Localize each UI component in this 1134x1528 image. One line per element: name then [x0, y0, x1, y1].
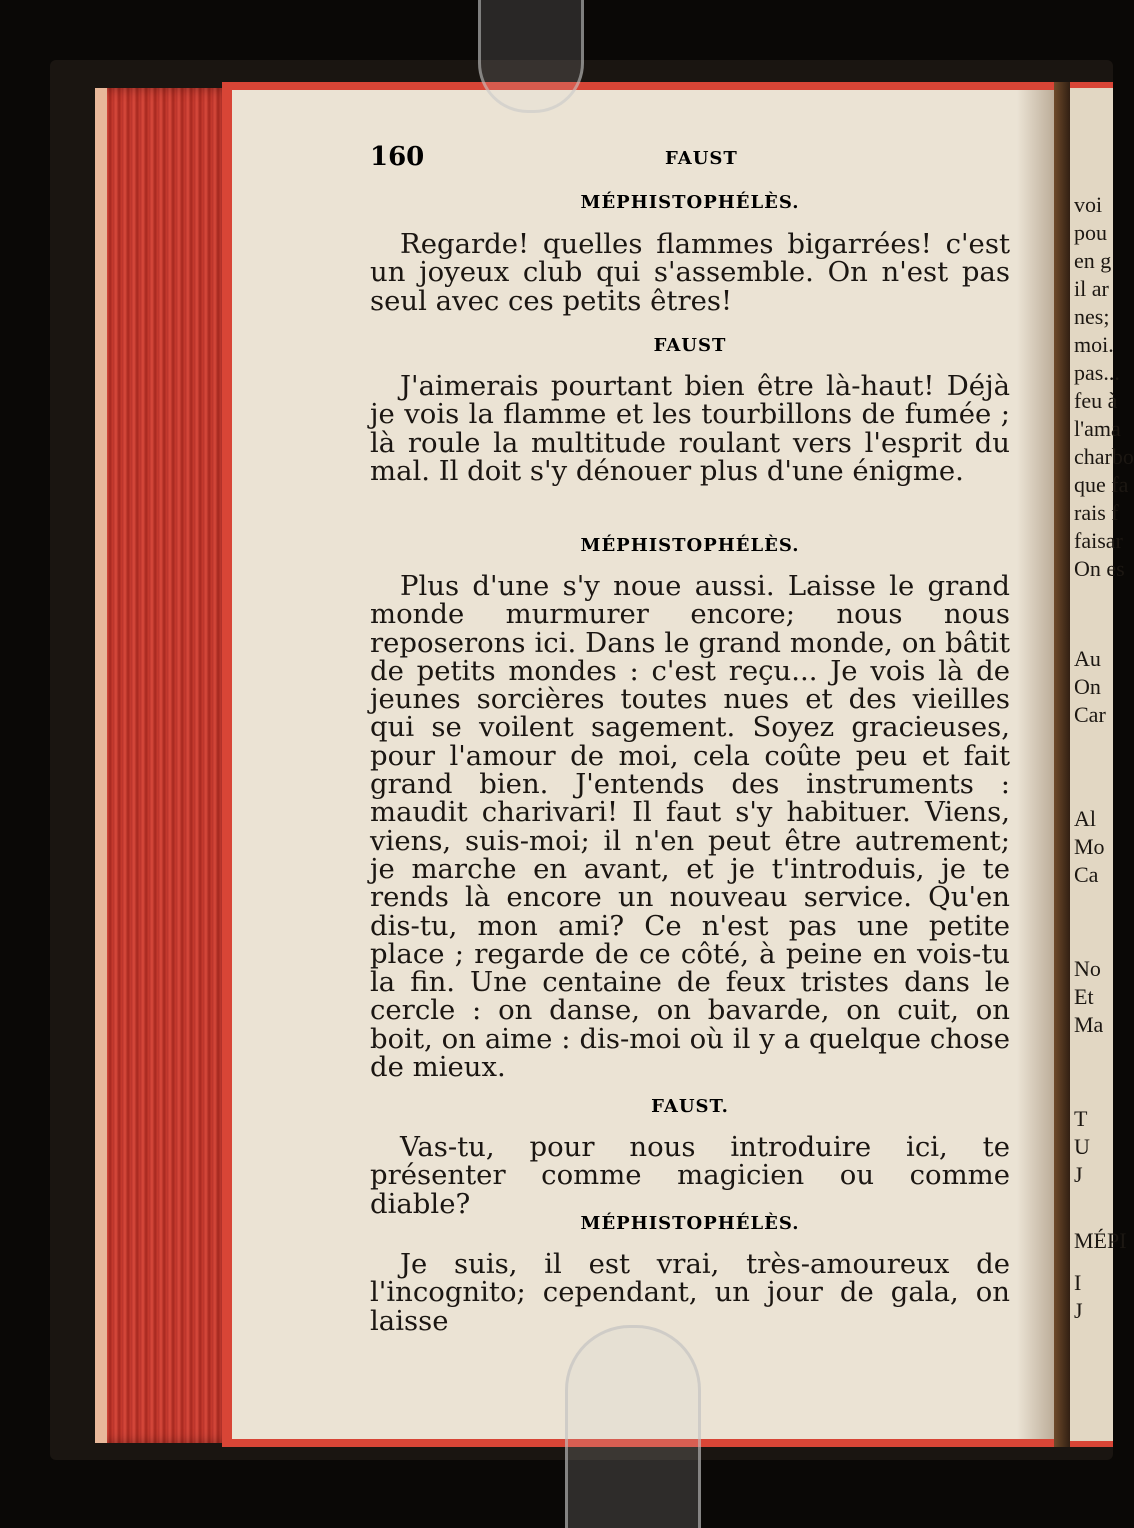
page-edges-highlight	[95, 88, 107, 1443]
speaker-label: MÉPHISTOPHÉLÈS.	[580, 1213, 800, 1234]
adjacent-page-fragment: pas...	[1074, 360, 1120, 385]
paragraph: Plus d'une s'y noue aussi. Laisse le grand monde murmurer encore; nous nous reposerons ici. Dans le grand monde, on bâtit de petits mondes : c'est reçu... Je vois là de jeunes sorcières toutes nues et des vieilles qui se voilent sagement. Soyez gracieuses, pour l'amour de moi, cela coûte peu et fait grand bien. J'entends des instruments : maudit charivari! Il faut s'y habituer. Viens, viens, suis-moi; il n'en peut être autrement; je marche en avant, et je t'introduis, je te rends là encore un nouveau service. Qu'en dis-tu, mon ami? Ce n'est pas une petite place ; regarde de ce côté, à peine en vois-tu la fin. Une centaine de feux tristes dans le cercle : on danse, on bavarde, on cuit, on boit, on aime : dis-moi où il y a quelque chose de mieux.	[370, 570, 1010, 1084]
adjacent-page-fragment: voi	[1074, 192, 1103, 217]
adjacent-page-fragment: Au	[1074, 646, 1101, 671]
running-head: FAUST	[665, 148, 738, 169]
adjacent-page-fragment: I	[1074, 1270, 1082, 1295]
paragraph: Vas-tu, pour nous introduire ici, te présenter comme magicien ou comme diable?	[370, 1131, 1010, 1220]
adjacent-page-fragment: pou	[1074, 220, 1107, 245]
adjacent-page-fragment: Ca	[1074, 862, 1099, 887]
adjacent-page-fragment: On es	[1074, 556, 1125, 581]
adjacent-page-fragment: J	[1074, 1162, 1083, 1187]
adjacent-page-fragment: en g	[1074, 248, 1112, 273]
adjacent-page-fragment: Al	[1074, 806, 1096, 831]
page-number: 160	[370, 142, 425, 172]
adjacent-page-fragment: charbo	[1074, 444, 1134, 469]
speaker-label: FAUST.	[651, 1096, 729, 1117]
page-edges	[95, 88, 235, 1443]
adjacent-page-fragment: Ma	[1074, 1012, 1104, 1037]
adjacent-page-fragment: il ar	[1074, 276, 1109, 301]
adjacent-page-fragment: Mo	[1074, 834, 1105, 859]
adjacent-page-fragment: On	[1074, 674, 1101, 699]
adjacent-page-fragment: Et	[1074, 984, 1094, 1009]
paragraph: Regarde! quelles flammes bigarrées! c'est un joyeux club qui s'assemble. On n'est pas seul avec ces petits êtres!	[370, 228, 1010, 317]
adjacent-page-fragment: Car	[1074, 702, 1106, 727]
plastic-clip-top	[478, 0, 584, 113]
adjacent-page-fragment: MÉPI	[1074, 1228, 1127, 1253]
adjacent-page-fragment: nes;	[1074, 304, 1110, 329]
speaker-label: FAUST	[653, 335, 727, 356]
page-header	[370, 142, 1010, 176]
adjacent-page-fragment: U	[1074, 1134, 1090, 1159]
adjacent-page-fragment: feu à	[1074, 388, 1118, 413]
adjacent-page-fragment: l'ama	[1074, 416, 1121, 441]
paragraph: Je suis, il est vrai, très-amoureux de l'incognito; cependant, un jour de gala, on laisse	[370, 1248, 1010, 1337]
adjacent-page-fragment: No	[1074, 956, 1101, 981]
adjacent-page-fragment: J	[1074, 1298, 1083, 1323]
speaker-label: MÉPHISTOPHÉLÈS.	[580, 192, 800, 213]
paragraph: J'aimerais pourtant bien être là-haut! Déjà je vois la flamme et les tourbillons de fumée ; là roule la multitude roulant vers l'esprit du mal. Il doit s'y dénouer plus d'une énigme.	[370, 370, 1010, 487]
adjacent-page	[1070, 82, 1134, 1447]
adjacent-page-fragment: faisar	[1074, 528, 1123, 553]
adjacent-page-fragment: que fa	[1074, 472, 1129, 497]
adjacent-page-fragment: moi.	[1074, 332, 1114, 357]
speaker-label: MÉPHISTOPHÉLÈS.	[580, 535, 800, 556]
adjacent-page-fragment: T	[1074, 1106, 1088, 1131]
plastic-clip-bottom	[565, 1325, 701, 1528]
adjacent-page-fragment: rais f	[1074, 500, 1119, 525]
